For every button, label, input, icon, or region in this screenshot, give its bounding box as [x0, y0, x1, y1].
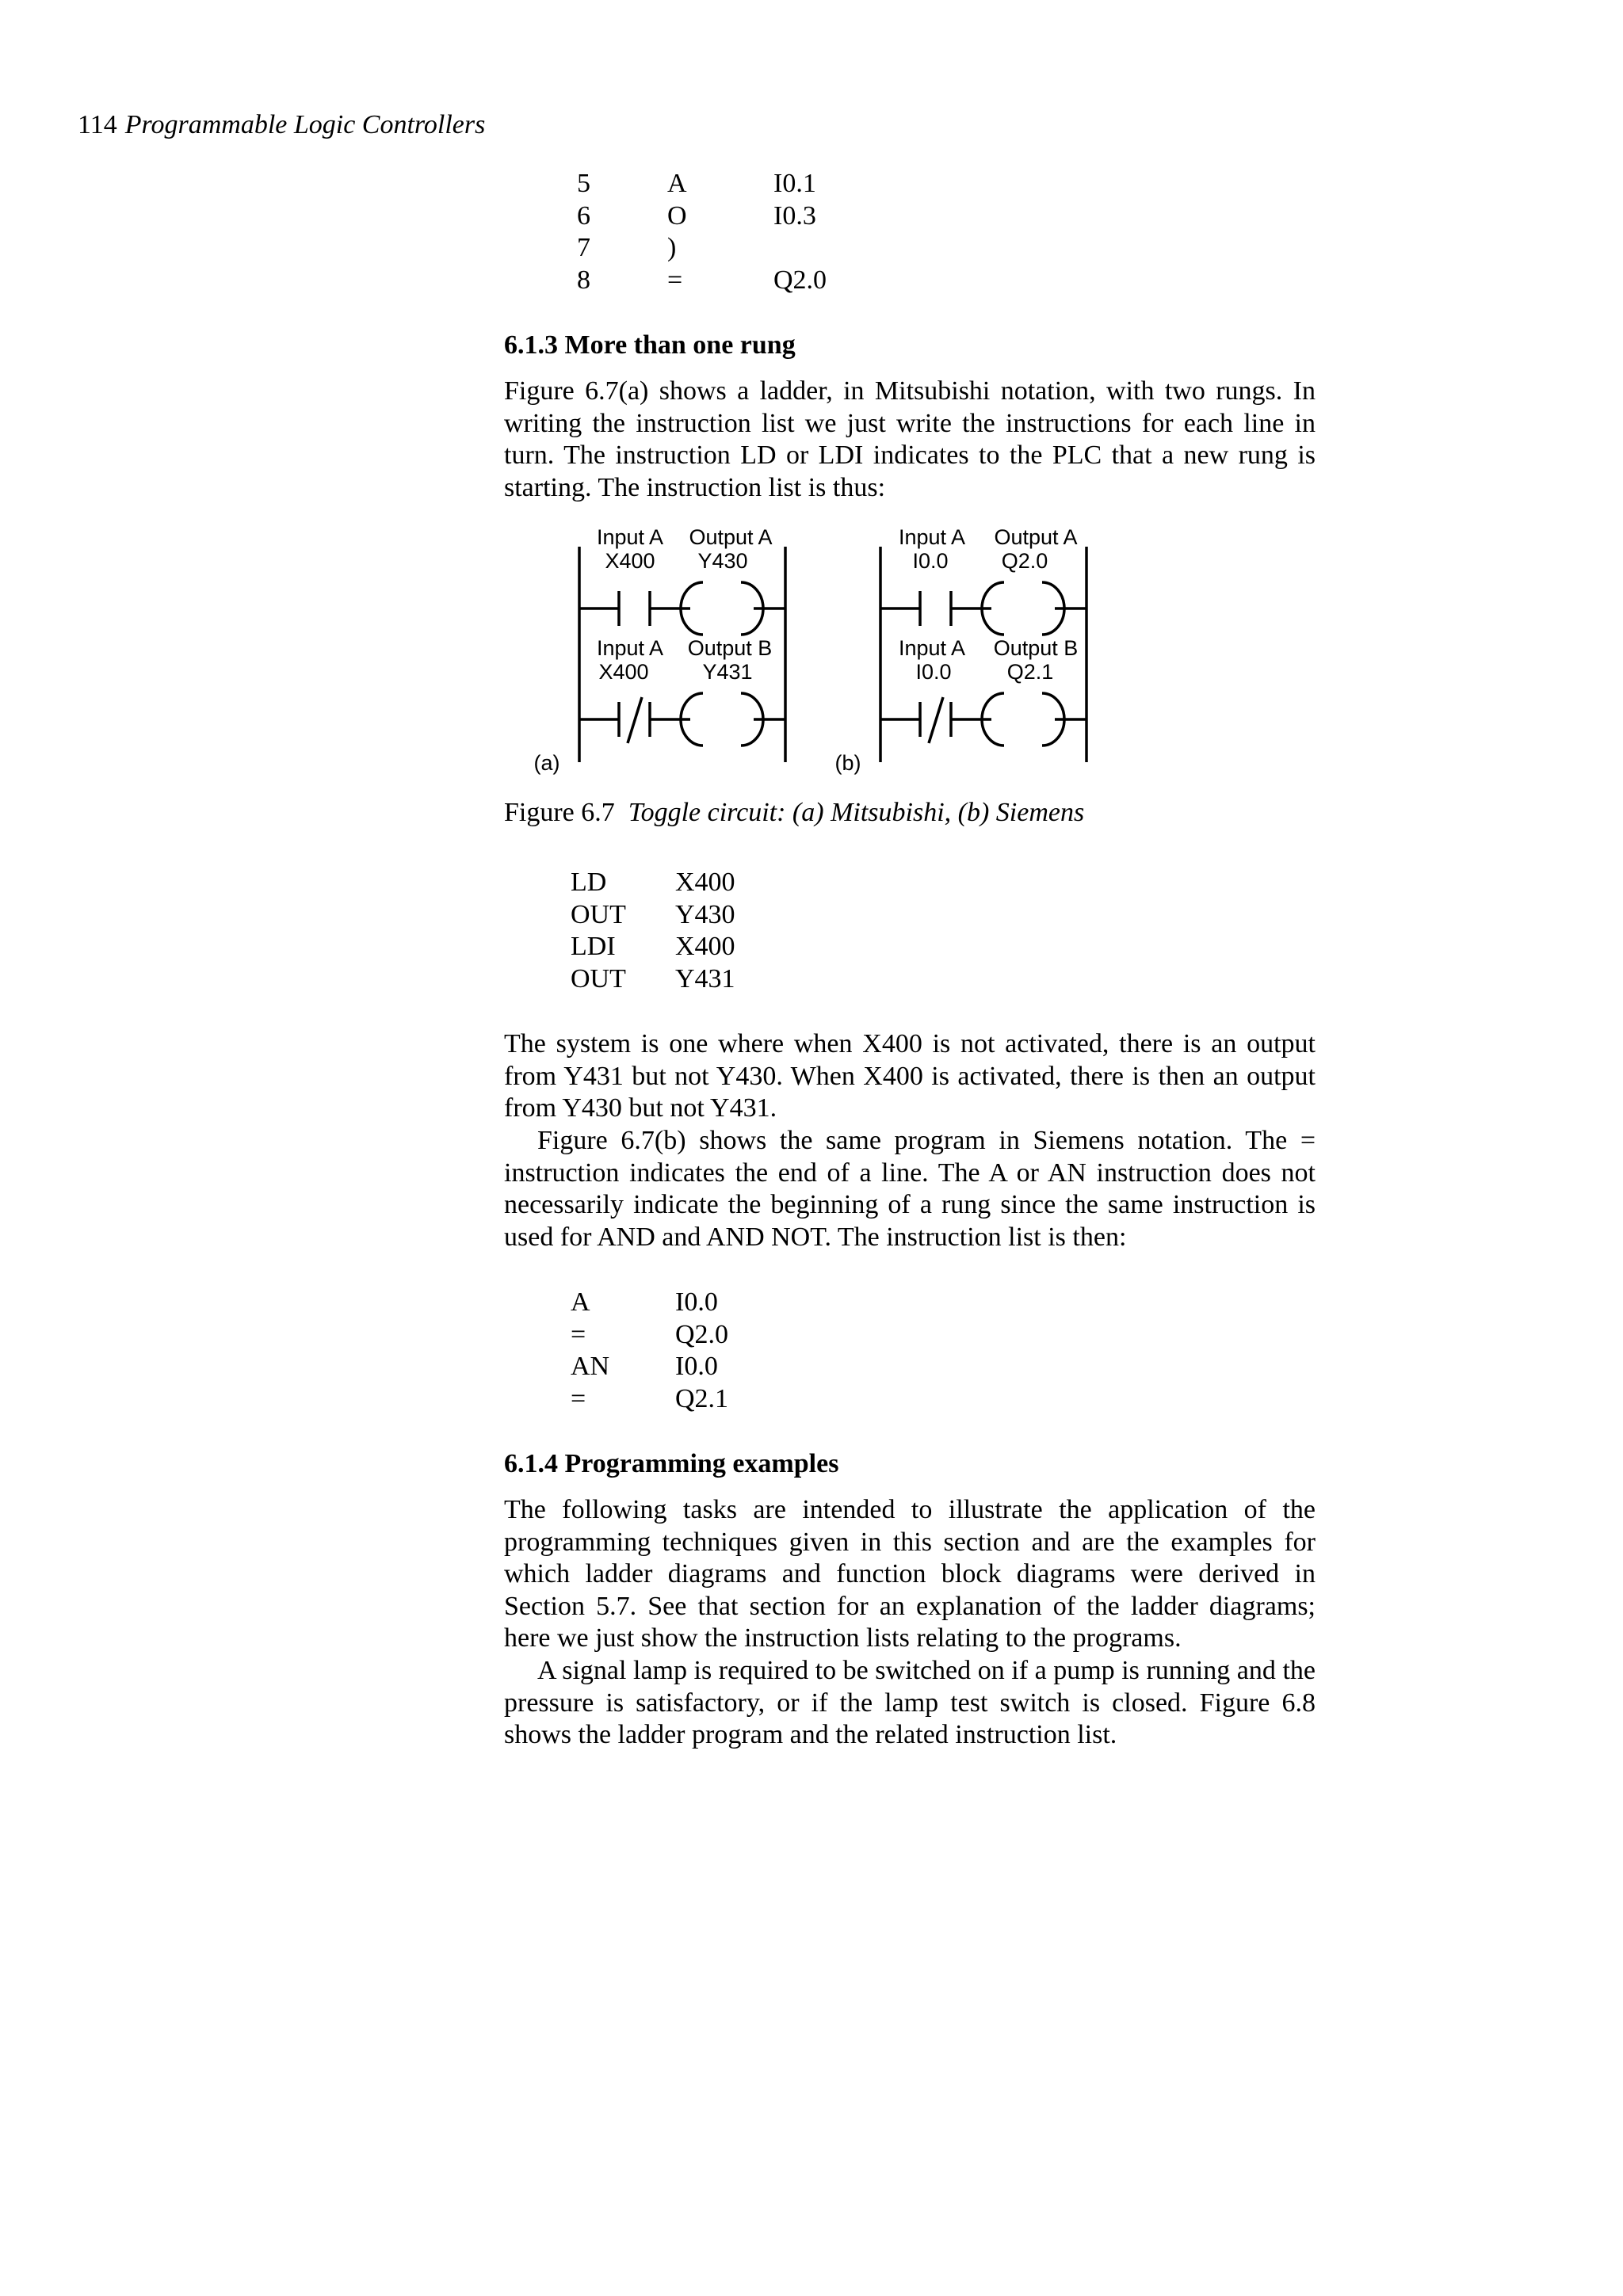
- instruction-op: =: [571, 1319, 586, 1349]
- step-number: 7: [577, 233, 590, 262]
- label-input-name: Input A: [898, 636, 966, 660]
- section-heading-6-1-4: 6.1.4 Programming examples: [504, 1449, 839, 1478]
- listing-row: [577, 265, 827, 297]
- listing-row: [571, 899, 735, 932]
- instruction-op: =: [667, 265, 683, 295]
- figure-caption: [504, 795, 1084, 830]
- label-output-name: Output A: [994, 525, 1078, 549]
- listing-row: [571, 1287, 728, 1319]
- caption-text: Toggle circuit: (a) Mitsubishi, (b) Siemens: [628, 798, 1085, 827]
- panel-label-a: (a): [533, 751, 560, 775]
- mitsubishi-instruction-listing: [571, 867, 735, 995]
- paragraph-programming-examples: The following tasks are intended to illustrate the application of the programming techniques given in this section and are the examples for which ladder diagrams and function block diagrams were derived in Section 5.7. See that section for an explanation of the ladder diagrams; here we just show the instruction lists relating to the programs.: [504, 1495, 1316, 1653]
- instruction-op: A: [571, 1287, 590, 1317]
- instruction-op: O: [667, 200, 687, 231]
- instruction-operand: I0.3: [773, 200, 816, 231]
- label-input-address: I0.0: [915, 660, 952, 684]
- ladder-diagram-figure: [523, 523, 1109, 784]
- label-output-address: Q2.1: [1006, 660, 1054, 684]
- instruction-op: OUT: [571, 963, 626, 994]
- instruction-operand: Q2.1: [675, 1383, 729, 1413]
- listing-row: [571, 1383, 728, 1416]
- caption-number: Figure 6.7: [504, 798, 615, 827]
- paragraph-system-behaviour: The system is one where when X400 is not activated, there is an output from Y431 but not Y430. When X400 is activated, there is then an output from Y430 but not Y431.: [504, 1029, 1316, 1123]
- instruction-operand: Y431: [675, 963, 735, 994]
- instruction-operand: I0.1: [773, 169, 816, 198]
- label-input-address: X400: [605, 549, 655, 573]
- listing-row: [577, 200, 827, 233]
- siemens-instruction-listing: [571, 1287, 728, 1415]
- instruction-op: =: [571, 1383, 586, 1413]
- instruction-op: LDI: [571, 932, 616, 961]
- label-output-address: Y431: [702, 660, 753, 684]
- label-output-name: Output B: [993, 636, 1079, 660]
- label-input-name: Input A: [596, 636, 664, 660]
- page-number: 114: [78, 110, 117, 139]
- listing-row: [571, 931, 735, 963]
- label-input-address: I0.0: [912, 549, 949, 573]
- label-output-address: Q2.0: [1001, 549, 1048, 573]
- paragraph-siemens-notation: Figure 6.7(b) shows the same program in Siemens notation. The = instruction indicates the end of a line. The A or AN instruction does not necessarily indicate the beginning of a rung since the same instruction is used for AND and AND NOT. The instruction list is then:: [504, 1126, 1316, 1252]
- top-instruction-listing: [577, 168, 827, 296]
- instruction-operand: X400: [675, 868, 735, 897]
- section-heading-6-1-3: 6.1.3 More than one rung: [504, 330, 796, 360]
- step-number: 8: [577, 265, 590, 295]
- label-output-address: Y430: [697, 549, 748, 573]
- label-input-address: X400: [598, 660, 649, 684]
- paragraph-signal-lamp: A signal lamp is required to be switched on if a pump is running and the pressure is satisfactory, or if the lamp test switch is closed. Figure 6.8 shows the ladder program and the related instruction list.: [504, 1656, 1316, 1749]
- instruction-operand: Y430: [675, 899, 735, 929]
- label-output-name: Output B: [687, 636, 773, 660]
- listing-row: [571, 1351, 728, 1383]
- nc-slash: [929, 697, 943, 743]
- instruction-op: AN: [571, 1352, 610, 1381]
- instruction-op: LD: [571, 868, 607, 897]
- instruction-op: A: [667, 169, 687, 198]
- instruction-operand: I0.0: [675, 1287, 718, 1317]
- step-number: 5: [577, 169, 590, 198]
- listing-row: [577, 232, 827, 265]
- instruction-op: OUT: [571, 899, 626, 929]
- instruction-operand: X400: [675, 932, 735, 961]
- step-number: 6: [577, 200, 590, 231]
- listing-row: [571, 867, 735, 899]
- paragraph-more-than-one-rung: Figure 6.7(a) shows a ladder, in Mitsubishi notation, with two rungs. In writing the instruction list we just write the instructions for each line in turn. The instruction LD or LDI indicates to the PLC that a new rung is starting. The instruction list is thus:: [504, 376, 1316, 502]
- running-header: [78, 108, 485, 143]
- label-output-name: Output A: [689, 525, 773, 549]
- book-title: Programmable Logic Controllers: [124, 110, 486, 139]
- nc-slash: [628, 697, 642, 743]
- label-input-name: Input A: [898, 525, 966, 549]
- panel-label-b: (b): [834, 751, 861, 775]
- listing-row: [571, 1319, 728, 1352]
- label-input-name: Input A: [596, 525, 664, 549]
- listing-row: [577, 168, 827, 200]
- instruction-operand: I0.0: [675, 1352, 718, 1381]
- instruction-operand: Q2.0: [773, 265, 827, 295]
- instruction-op: ): [667, 233, 677, 262]
- instruction-operand: Q2.0: [675, 1319, 729, 1349]
- listing-row: [571, 963, 735, 996]
